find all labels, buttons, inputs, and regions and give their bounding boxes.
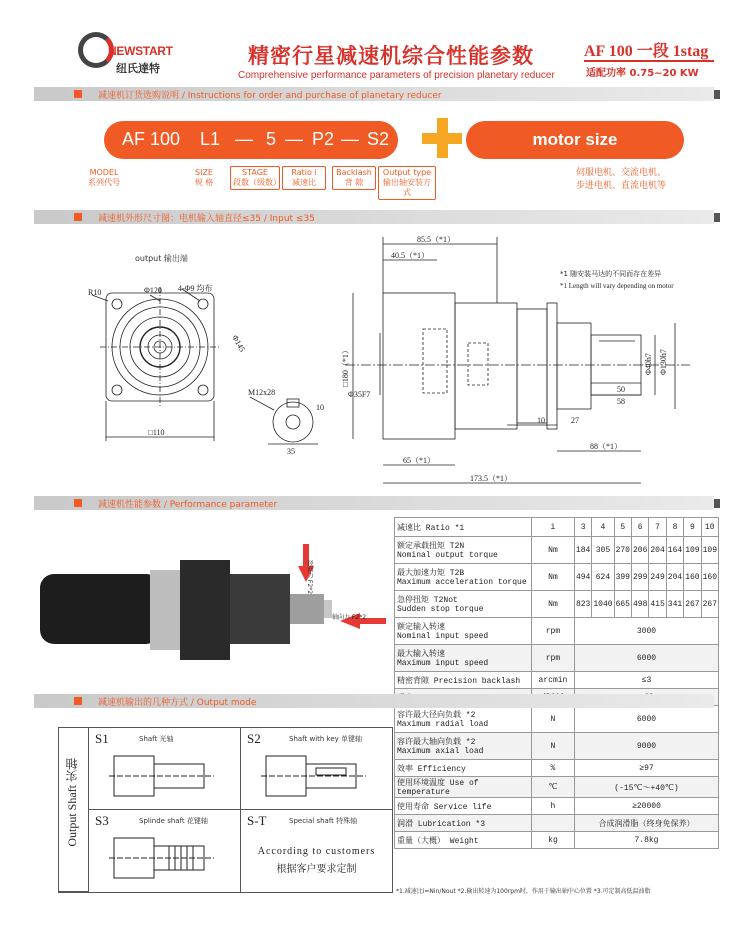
table-row: 精密背隙 Precision backlash arcmin ≤3	[395, 672, 719, 689]
dim-key10: 10	[316, 403, 324, 412]
table-row: 额定承载扭矩 T2N Nominal output torque Nm 184 305 270 206 204 164 109 109	[395, 537, 719, 564]
param-value: ≥97	[574, 760, 718, 777]
custom-en: According to customers	[257, 846, 376, 857]
param-value: ≤3	[574, 672, 718, 689]
section-bullet-icon	[74, 499, 82, 507]
model-power: 适配功率 0.75~20 KW	[586, 68, 699, 79]
label-ratio: Ratio i 减速比	[282, 166, 326, 190]
label-stage: STAGE 段数（级数）	[230, 166, 280, 190]
table-row: 效率 Efficiency % ≥97	[395, 760, 719, 777]
performance-table	[394, 517, 719, 849]
param-label: 容许最大径向负载 *2 Maximum radial load	[395, 706, 532, 733]
output-end-label: output 输出端	[135, 254, 188, 263]
label-backlash: Backlash 背 隙	[332, 166, 376, 190]
model-underline	[584, 60, 714, 62]
param-label: 容许最大轴向负载 *2 Maximum axial load	[395, 733, 532, 760]
axial-force-label: 轴向力 F2*2	[332, 614, 367, 621]
param-value: (-15℃～+40℃)	[574, 777, 718, 798]
ratio-value: 6	[631, 518, 648, 537]
dimension-drawing	[0, 225, 731, 495]
dim-65: 65（*1）	[403, 456, 435, 465]
table-row: 最大加速力矩 T2B Maximum acceleration torque Nm 494 624 399 299 249 204 160 160	[395, 564, 719, 591]
param-value: 164	[666, 537, 683, 564]
param-value: 624	[592, 564, 614, 591]
dim-d130: Φ130h7	[659, 349, 668, 375]
table-row: 减速比 Ratio *1 i 3 4 5 6 7 8 9 10	[395, 518, 719, 537]
ratio-value: 8	[666, 518, 683, 537]
motor-size-pill: motor size	[466, 121, 684, 159]
mode-st: S-T Special shaft 特殊轴 According to customers 根据客户要求定制	[241, 810, 392, 892]
dim-holes: 4-Φ9 均布	[178, 284, 213, 293]
table-row: 重量（大概） Weight kg 7.8kg	[395, 832, 719, 849]
shaft-s3-icon	[109, 832, 219, 884]
param-value: 160	[701, 564, 718, 591]
param-value: 299	[631, 564, 648, 591]
dim-88: 88（*1）	[590, 442, 622, 451]
product-illustration	[30, 530, 390, 690]
param-value: 270	[614, 537, 631, 564]
label-output-type: Output type 输出轴安装方式	[378, 166, 436, 200]
mode-s1: S1 Shaft 光轴	[89, 728, 241, 810]
dim-sq110: □110	[148, 428, 165, 437]
param-label: 最大加速力矩 T2B Maximum acceleration torque	[395, 564, 532, 591]
mode-s2: S2 Shaft with key 单键轴	[241, 728, 392, 810]
table-row: 最大输入转速 Maximum input speed rpm 6000	[395, 645, 719, 672]
dim-27: 27	[571, 416, 579, 425]
dim-sq180: □180（*1）	[341, 346, 350, 387]
dim-10: 10	[537, 416, 545, 425]
dim-855: 85.5（*1）	[417, 235, 455, 244]
param-value: 204	[649, 537, 666, 564]
note1-cn: *1 随安装马达的不同而存在差异	[560, 270, 662, 278]
order-code-pill: AF 100 L1 — 5 — P2 — S2	[104, 121, 398, 159]
param-value: 341	[666, 591, 683, 618]
param-value: 206	[631, 537, 648, 564]
param-label: 最大输入转速 Maximum input speed	[395, 645, 532, 672]
section-order-bar	[34, 87, 714, 101]
param-value: 109	[684, 537, 701, 564]
ratio-value: 10	[701, 518, 718, 537]
param-value: 6000	[574, 706, 718, 733]
dim-key35: 35	[287, 447, 295, 456]
mode-s3: S3 Splinde shaft 花键轴	[89, 810, 241, 892]
section-performance-bar	[34, 496, 714, 510]
dim-1735: 173.5（*1）	[470, 474, 512, 483]
code-backlash: P2	[312, 129, 335, 149]
dim-d35: Φ35F7	[348, 390, 371, 399]
dim-thread: M12x28	[248, 388, 276, 397]
param-value: 494	[574, 564, 591, 591]
table-row: 急停扭矩 T2Not Sudden stop torque Nm 823 1040 665 498 415 341 267 267	[395, 591, 719, 618]
param-value: 399	[614, 564, 631, 591]
section-dimension-title: 减速机外形尺寸图：电机输入轴直径≤35 / Input ≤35	[98, 214, 315, 224]
param-value: 109	[701, 537, 718, 564]
shaft-s1-icon	[109, 750, 219, 802]
dim-r10: R10	[88, 288, 102, 297]
dim-d40: Φ40h7	[644, 353, 653, 375]
performance-footnote: *1.减速比i=Nin/Nout *2.输出转速为100rpm时，作用于输出轴中心位置 *3.可定制高低温油脂	[396, 888, 651, 895]
motor-flange-body	[383, 293, 455, 439]
param-value: 合成润滑脂（终身免保养）	[574, 815, 718, 832]
table-row: 容许最大径向负载 *2 Maximum radial load N 6000	[395, 706, 719, 733]
param-value: 305	[592, 537, 614, 564]
dim-pcd: Φ145	[230, 333, 247, 354]
param-value: 249	[649, 564, 666, 591]
dim-d120: Φ120	[144, 286, 162, 295]
note1-en: *1 Length will vary depending on motor	[560, 282, 674, 290]
plus-icon	[422, 118, 462, 158]
code-model: AF 100	[122, 129, 181, 149]
ratio-value: 3	[574, 518, 591, 537]
page-title: 精密行星减速机综合性能参数	[248, 44, 534, 68]
ratio-value: 5	[614, 518, 631, 537]
ratio-value: 7	[649, 518, 666, 537]
dim-58: 58	[617, 397, 625, 406]
table-row: 使用环境温度 Use of temperature ℃ (-15℃～+40℃)	[395, 777, 719, 798]
table-row: 额定输入转速 Nominal input speed rpm 3000	[395, 618, 719, 645]
page-subtitle: Comprehensive performance parameters of precision planetary reducer	[238, 70, 555, 81]
section-output-bar	[34, 694, 714, 708]
custom-cn: 根据客户要求定制	[276, 864, 357, 875]
param-value: 665	[614, 591, 631, 618]
ratio-header: 减速比 Ratio *1	[395, 518, 532, 537]
dim-405: 40.5（*1）	[391, 251, 429, 260]
param-label: 精密背隙 Precision backlash	[395, 672, 532, 689]
param-value: 498	[631, 591, 648, 618]
param-value: ≥20000	[574, 798, 718, 815]
param-label: 效率 Efficiency	[395, 760, 532, 777]
model-title: AF 100 一段 1stag	[584, 43, 709, 60]
param-value: 415	[649, 591, 666, 618]
ratio-value: 4	[592, 518, 614, 537]
label-model: MODEL 系列代号	[88, 168, 120, 187]
code-ratio: 5	[266, 129, 277, 149]
code-output: S2	[367, 129, 390, 149]
shaft-s2-icon	[261, 750, 371, 802]
brand-name-cn: 纽氏達特	[116, 62, 160, 75]
param-value: 9000	[574, 733, 718, 760]
param-label: 额定输入转速 Nominal input speed	[395, 618, 532, 645]
param-label: 重量（大概） Weight	[395, 832, 532, 849]
section-performance-title: 减速机性能参数 / Performance parameter	[98, 500, 278, 510]
param-value: 160	[684, 564, 701, 591]
brand-name-en: NEWSTART	[108, 44, 173, 58]
param-value: 7.8kg	[574, 832, 718, 849]
param-value: 823	[574, 591, 591, 618]
output-mode-table	[58, 727, 393, 893]
section-bullet-icon	[74, 213, 82, 221]
code-stage: L1	[200, 129, 221, 149]
param-value: 3000	[574, 618, 718, 645]
section-dimension-bar	[34, 210, 714, 224]
section-bullet-icon	[74, 90, 82, 98]
param-label: 使用环境温度 Use of temperature	[395, 777, 532, 798]
param-label: 使用寿命 Service life	[395, 798, 532, 815]
section-bullet-icon	[74, 697, 82, 705]
motor-description: 伺服电机、交流电机、 步进电机、直流电机等	[576, 168, 667, 191]
table-row: 使用寿命 Service life h ≥20000	[395, 798, 719, 815]
param-label: 额定承载扭矩 T2N Nominal output torque	[395, 537, 532, 564]
section-output-title: 减速机输出的几种方式 / Output mode	[98, 698, 257, 708]
param-value: 6000	[574, 645, 718, 672]
param-value: 1040	[592, 591, 614, 618]
table-row: 容许最大轴向负载 *2 Maximum axial load N 9000	[395, 733, 719, 760]
output-shaft-label: Output Shaft 实轴	[65, 758, 79, 847]
param-value: 204	[666, 564, 683, 591]
param-value: 184	[574, 537, 591, 564]
brand-logo	[78, 32, 173, 82]
dim-50: 50	[617, 385, 625, 394]
label-size: SIZE 规 格	[194, 168, 214, 187]
param-label: 急停扭矩 T2Not Sudden stop torque	[395, 591, 532, 618]
param-value: 267	[684, 591, 701, 618]
param-label: 润滑 Lubrication *3	[395, 815, 532, 832]
radial-force-label: 径向力 F2*2	[306, 560, 313, 595]
table-row	[395, 815, 719, 832]
section-order-title: 减速机订货选购说明 / Instructions for order and purchase of planetary reducer	[98, 91, 442, 101]
param-value: 267	[701, 591, 718, 618]
ratio-value: 9	[684, 518, 701, 537]
